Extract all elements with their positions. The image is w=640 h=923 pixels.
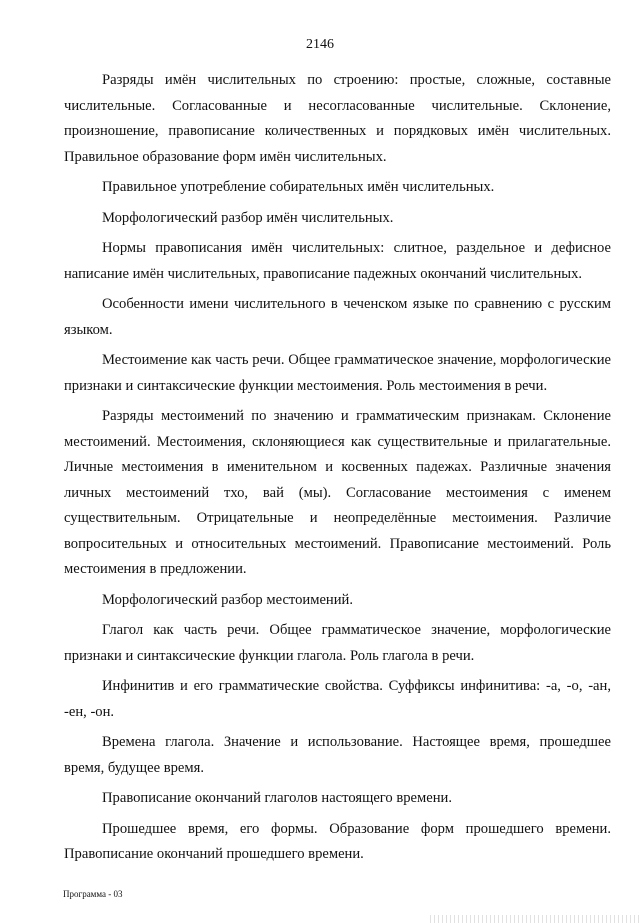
paragraph-numeral-parsing: Морфологический разбор имён числительных.: [102, 209, 394, 226]
paragraph-verb-overview: Глагол как часть речи. Общее грамматическое значение, морфологические признаки и синтаксические функции глагола. Роль глагола в речи.: [64, 622, 611, 664]
paragraph-numeral-categories: Разряды имён числительных по строению: простые, сложные, составные числительные. Согласованные и несогласованные числительные. Склонение, произношение, правописание количественных и порядковых имён числительных. Правильное образование форм имён числительных.: [64, 72, 611, 165]
paragraph-infinitive: Инфинитив и его грамматические свойства. Суффиксы инфинитива: -а, -о, -ан, -ен, -он.: [64, 678, 611, 720]
paragraph-present-endings: Правописание окончаний глаголов настоящего времени.: [102, 790, 453, 806]
paragraph-pronoun-parsing: Морфологический разбор местоимений.: [102, 591, 354, 608]
document-body: [64, 68, 611, 873]
paragraph-past-tense: Прошедшее время, его формы. Образование форм прошедшего времени. Правописание окончаний прошедшего времени.: [64, 820, 611, 862]
paragraph-pronoun-categories: Разряды местоимений по значению и грамматическим признакам. Склонение местоимений. Местоимения, склоняющиеся как существительные и прилагательные. Личные местоимения в именительном и косвенных падежах. Различные значения личных местоимений тхо, вай (мы). Согласование местоимения с именем существительным. Отрицательные и неопределённые местоимения. Различие вопросительных и относительных местоимений. Правописание местоимений. Роль местоимения в предложении.: [64, 408, 611, 577]
paragraph-numeral-spelling: Нормы правописания имён числительных: слитное, раздельное и дефисное написание имён числительных, правописание падежных окончаний числительных.: [64, 240, 611, 282]
paragraph-chechen-numerals: Особенности имени числительного в чеченском языке по сравнению с русским языком.: [64, 296, 611, 338]
paragraph-verb-tenses: Времена глагола. Значение и использование. Настоящее время, прошедшее время, будущее время.: [64, 734, 611, 776]
page-footer: Программа - 03: [63, 889, 123, 899]
page-number: 2146: [306, 37, 334, 52]
scan-artifact: [430, 915, 640, 923]
paragraph-collective-numerals: Правильное употребление собирательных имён числительных.: [102, 179, 495, 195]
paragraph-pronoun-overview: Местоимение как часть речи. Общее грамматическое значение, морфологические признаки и синтаксические функции местоимения. Роль местоимения в речи.: [64, 352, 611, 394]
